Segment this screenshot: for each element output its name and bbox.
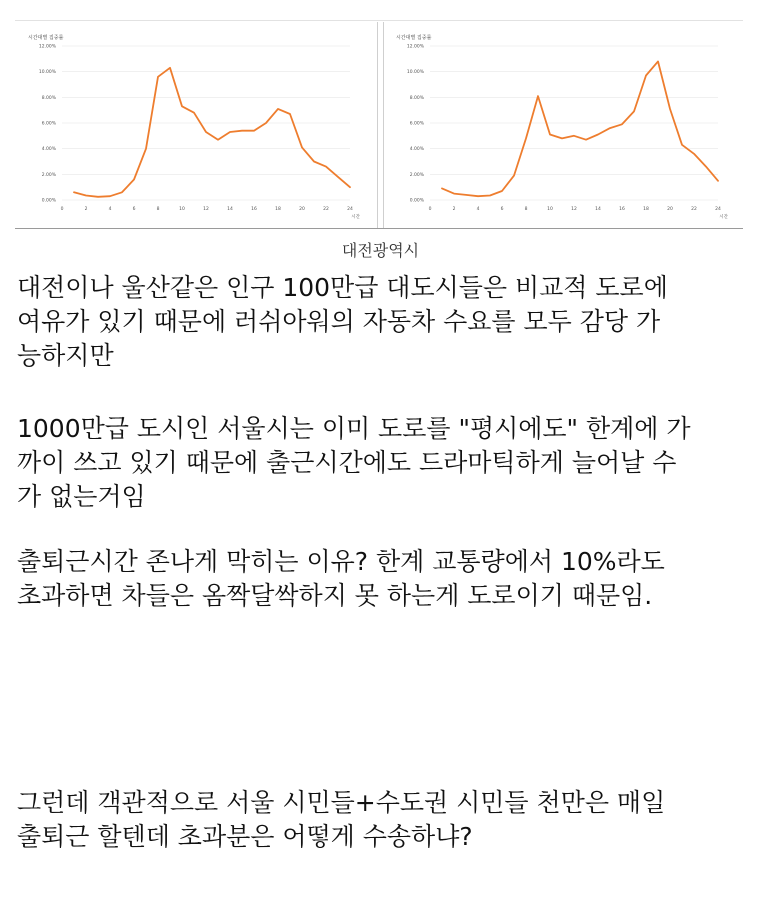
y-tick-label: 6.00% — [41, 121, 56, 127]
x-tick-label: 12 — [571, 207, 577, 212]
y-tick-label: 12.00% — [406, 44, 424, 50]
y-tick-label: 8.00% — [409, 95, 424, 101]
x-tick-label: 20 — [667, 207, 673, 212]
chart-panels-bottom-border — [15, 228, 743, 229]
x-tick-label: 16 — [251, 207, 257, 212]
x-tick-label: 14 — [595, 207, 601, 212]
x-tick-label: 2 — [84, 207, 88, 212]
x-tick-label: 24 — [715, 207, 721, 212]
x-tick-label: 22 — [323, 207, 329, 212]
x-tick-label: 12 — [203, 207, 209, 212]
chart-panel-right — [383, 22, 744, 228]
x-tick-label: 10 — [179, 207, 185, 212]
x-axis-label: 시간 — [719, 215, 728, 220]
chart-panel-left — [16, 22, 378, 228]
y-tick-label: 4.00% — [409, 147, 424, 153]
x-tick-label: 0 — [428, 207, 432, 212]
x-tick-label: 18 — [643, 207, 649, 212]
x-tick-label: 4 — [476, 207, 480, 212]
x-tick-label: 16 — [619, 207, 625, 212]
x-tick-label: 0 — [60, 207, 64, 212]
y-tick-label: 0.00% — [41, 198, 56, 204]
chart-title: 시간대별 집중률 — [28, 35, 64, 41]
x-axis-label: 시간 — [351, 215, 360, 220]
x-tick-label: 6 — [132, 207, 136, 212]
figure-caption: 대전광역시 — [341, 241, 420, 260]
x-tick-label: 8 — [156, 207, 160, 212]
line-chart-right — [384, 22, 744, 228]
x-tick-label: 22 — [691, 207, 697, 212]
y-tick-label: 12.00% — [38, 44, 56, 50]
y-tick-label: 4.00% — [41, 147, 56, 153]
x-tick-label: 6 — [500, 207, 504, 212]
x-tick-label: 14 — [227, 207, 233, 212]
y-tick-label: 2.00% — [409, 172, 424, 178]
x-tick-label: 2 — [452, 207, 456, 212]
paragraph-1: 대전이나 울산같은 인구 100만급 대도시들은 비교적 도로에 여유가 있기 때문에 러쉬아워의 자동차 수요를 모두 감당 가 능하지만 — [17, 273, 668, 370]
paragraph-3: 출퇴근시간 존나게 막히는 이유? 한계 교통량에서 10%라도 초과하면 차들은 옴짝달싹하지 못 하는게 도로이기 때문임. — [17, 547, 665, 610]
y-tick-label: 0.00% — [409, 198, 424, 204]
line-chart-left — [16, 22, 377, 228]
x-tick-label: 24 — [347, 207, 353, 212]
x-tick-label: 10 — [547, 207, 553, 212]
x-tick-label: 18 — [275, 207, 281, 212]
y-tick-label: 2.00% — [41, 172, 56, 178]
x-tick-label: 20 — [299, 207, 305, 212]
x-tick-label: 8 — [524, 207, 528, 212]
y-tick-label: 10.00% — [406, 70, 424, 76]
series-line — [442, 61, 718, 196]
y-tick-label: 6.00% — [409, 121, 424, 127]
paragraph-4: 그런데 객관적으로 서울 시민들+수도권 시민들 천만은 매일 출퇴근 할텐데 초과분은 어떻게 수송하냐? — [17, 788, 666, 851]
top-divider — [15, 20, 743, 21]
paragraph-2: 1000만급 도시인 서울시는 이미 도로를 "평시에도" 한계에 가 까이 쓰고 있기 때문에 출근시간에도 드라마틱하게 늘어날 수 가 없는거임 — [17, 414, 691, 511]
series-line — [74, 68, 350, 197]
chart-title: 시간대별 집중률 — [396, 35, 432, 41]
y-tick-label: 8.00% — [41, 95, 56, 101]
x-tick-label: 4 — [108, 207, 112, 212]
y-tick-label: 10.00% — [38, 70, 56, 76]
